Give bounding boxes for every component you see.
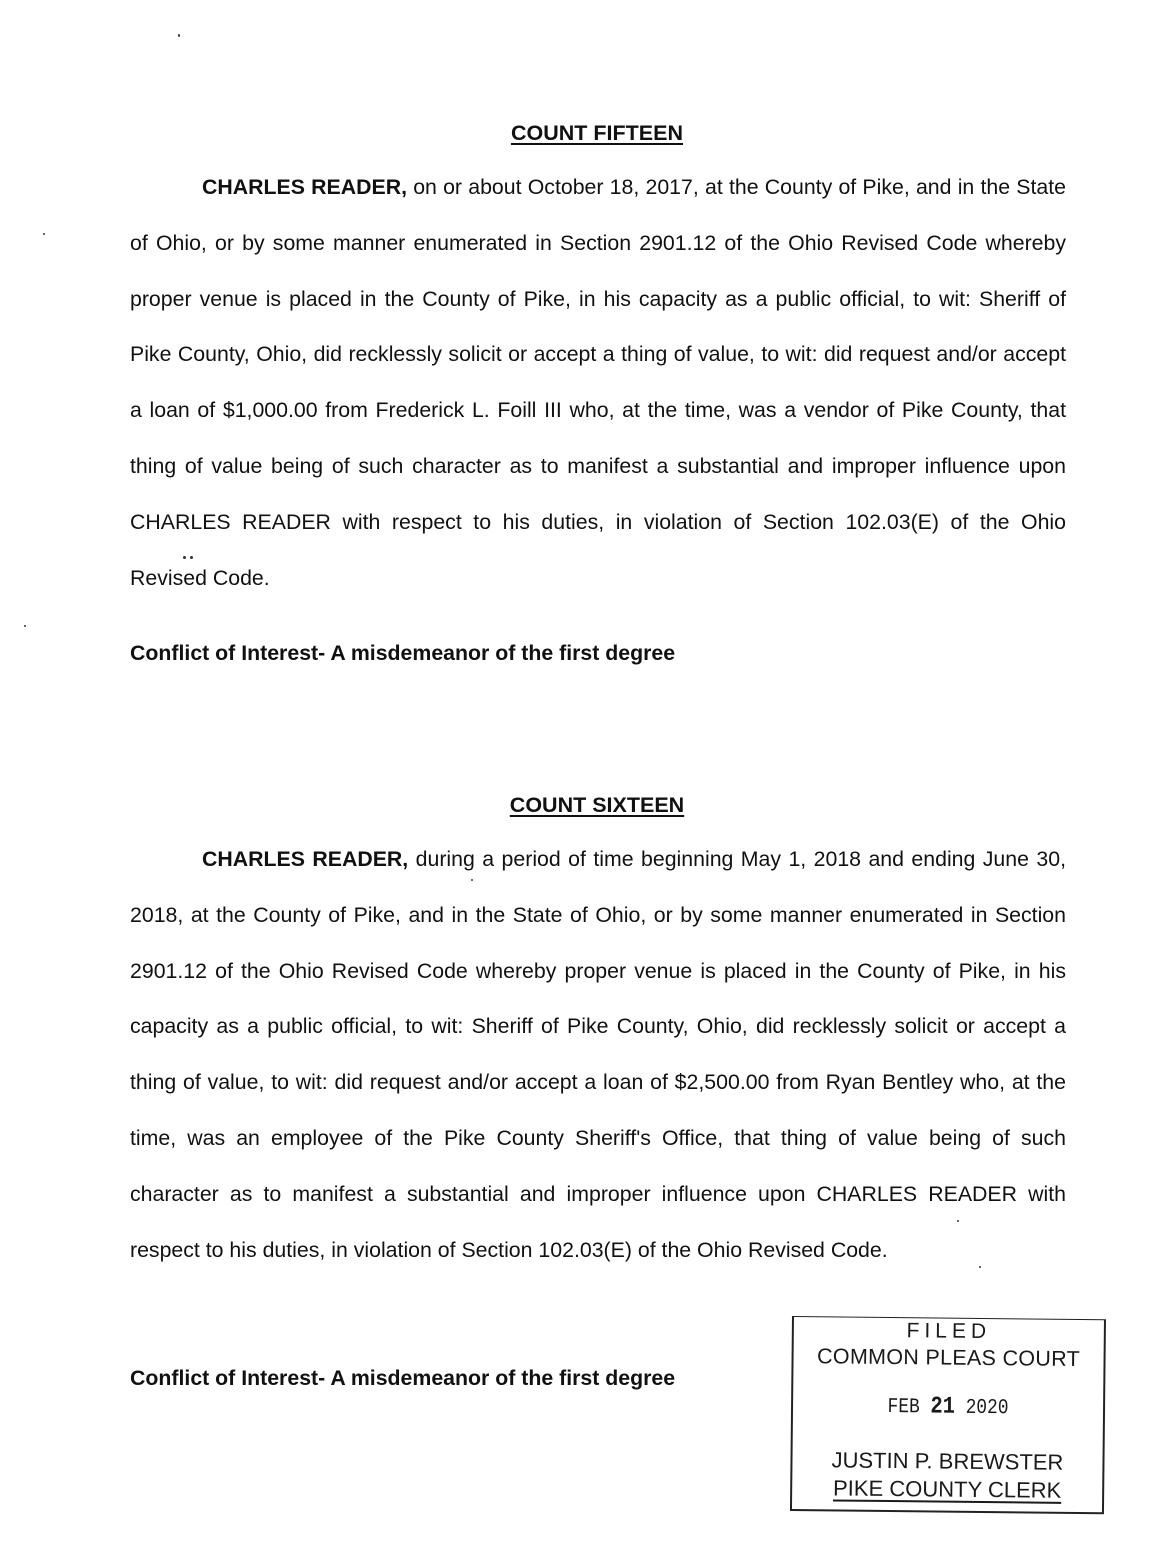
stamp-date-month: FEB	[887, 1396, 920, 1420]
count-sixteen-heading: COUNT SIXTEEN	[509, 793, 685, 817]
stamp-date-year: 2020	[965, 1396, 1009, 1421]
stamp-filed: FILED	[906, 1319, 992, 1344]
count-fifteen-body	[130, 160, 1066, 606]
count-fifteen-heading: COUNT FIFTEEN	[511, 121, 683, 145]
stamp-clerk-name: JUSTIN P. BREWSTER	[831, 1447, 1064, 1475]
count-sixteen-text: during a period of time beginning May 1, 2018 and ending June 30, 2018, at the County of Pike, and in the State of Ohio, or by some manner enumerated in Section 2901.12 of the Ohio Revised Code whereby proper venue is placed in the County of Pike, in his capacity as a public official, to wit: Sheriff of Pike County, Ohio, did recklessly solicit or accept a thing of value, to wit: did request and/or accept a loan of $2,500.00 from Ryan Bentley who, at the time, was an employee of the Pike County Sheriff's Office, that thing of value being of such character as to manifest a substantial and improper influence upon CHARLES READER with respect to his duties, in violation of Section 102.03(E) of the Ohio Revised Code.	[130, 847, 1066, 1262]
count-sixteen-defendant: CHARLES READER,	[202, 847, 409, 871]
stamp-date	[816, 1393, 1080, 1423]
stamp-date-day: 21	[930, 1393, 956, 1421]
filed-stamp	[790, 1316, 1106, 1514]
stamp-clerk-title: PIKE COUNTY CLERK	[832, 1475, 1062, 1503]
count-fifteen-text: on or about October 18, 2017, at the County of Pike, and in the State of Ohio, or by some manner enumerated in Section 2901.12 of the Ohio Revised Code whereby proper venue is placed in the County of Pike, in his capacity as a public official, to wit: Sheriff of Pike County, Ohio, did recklessly solicit or accept a thing of value, to wit: did request and/or accept a loan of $1,000.00 from Frederick L. Foill III who, at the time, was a vendor of Pike County, that thing of value being of such character as to manifest a substantial and improper influence upon CHARLES READER with respect to his duties, in violation of Section 102.03(E) of the Ohio Revised Code.	[130, 175, 1067, 590]
count-sixteen-body	[130, 832, 1066, 1278]
stamp-court: COMMON PLEAS COURT	[816, 1344, 1081, 1372]
count-fifteen-charge: Conflict of Interest- A misdemeanor of the first degree	[130, 641, 676, 665]
count-sixteen-charge: Conflict of Interest- A misdemeanor of the first degree	[130, 1366, 676, 1390]
count-fifteen-defendant: CHARLES READER,	[202, 175, 407, 199]
